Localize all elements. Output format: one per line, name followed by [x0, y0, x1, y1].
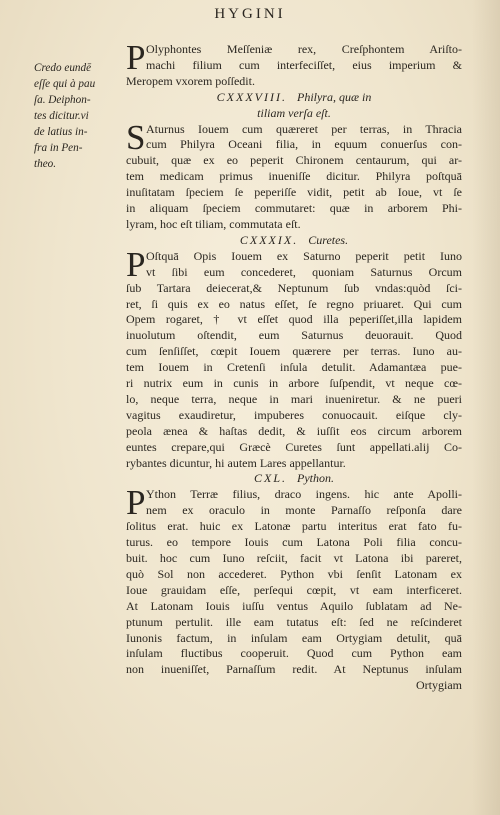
- marginal-line: Credo eundē: [34, 62, 92, 74]
- drop-capital: P: [126, 483, 146, 523]
- drop-capital: P: [126, 244, 146, 284]
- paragraph-philyra: [126, 117, 462, 233]
- text-line: Oſtquā Opis Iouem ex Saturno peperit petit Iuno: [146, 248, 462, 263]
- marginal-line: eſſe qui à pau: [34, 78, 96, 90]
- marginal-line: tes dicitur.vi: [34, 110, 89, 122]
- text-line: lo, neque terra, neque in mari inueniretur. & ne pueri: [126, 391, 462, 406]
- text-line: rybantes dicuntur, hi autem Lares appellantur.: [126, 455, 346, 470]
- fable-heading: [126, 90, 462, 106]
- text-line: ri nutrix eum in cunis in arbore ſuſpendit, vt neque cœ-: [126, 376, 462, 391]
- text-line: inuolutum oſtendit, eum Saturnus deuorauit. Quod: [126, 328, 462, 343]
- text-line: Meropem vxorem poſſedit.: [126, 73, 255, 88]
- text-line: cum ſenſiſſet, cœpit Iouem quærere per terras. Iuno au-: [126, 344, 462, 359]
- text-line: inſulam fluctibus cooperuit. Quod cum Python eam: [126, 646, 462, 661]
- text-line: non inueniſſet, Parnaſſum redit. At Neptunus inſulam: [126, 662, 462, 677]
- marginal-note: [34, 60, 124, 172]
- text-line: Opem rogaret, † vt eſſet quod illa peperiſſet,illa lapidem: [126, 312, 462, 327]
- fable-heading: [126, 233, 462, 249]
- running-head: HYGINI: [214, 6, 286, 22]
- fable-heading: [126, 471, 462, 487]
- fable-number: CXXXIX.: [239, 232, 299, 247]
- text-line: euntes crepare,qui Græcè Curetes ſunt appellati.alij Co-: [126, 439, 462, 454]
- marginal-line: theo.: [34, 158, 57, 170]
- catchword: Ortygiam: [416, 678, 462, 693]
- drop-capital: S: [126, 117, 146, 157]
- text-line: quò Sol non accederet. Python vbi ſenſit Latonam ex: [126, 566, 462, 581]
- text-line: turus. eo tempore Iouis cum Latona Poli filia concu-: [126, 535, 462, 550]
- paragraph-python: [126, 483, 462, 678]
- fable-title: Curetes.: [308, 232, 349, 247]
- text-line: in aliquam ſpeciem commutaret: quæ in arborem Phi-: [126, 201, 462, 216]
- text-line: nem ex oraculo in monte Parnaſſo reſponſa dare: [146, 503, 462, 518]
- text-line: cum Philyra Oceani filia, in equum conuerſus con-: [146, 137, 462, 152]
- marginal-line: fra in Pen-: [34, 142, 83, 154]
- text-line: lyram, hoc eſt tiliam, commutata eſt.: [126, 216, 301, 231]
- text-line: Ython Terræ filius, draco ingens. hic ante Apolli-: [146, 487, 462, 502]
- fable-title-continued: tiliam verſa eſt.: [257, 105, 331, 120]
- text-line: ptunum pertulit. ille eam tutatus eſt: ſed ne reſcinderet: [126, 614, 462, 629]
- text-line: machi filium cum interfeciſſet, eius imperium &: [146, 57, 462, 72]
- text-line: cubuit, quæ ex eo peperit Chironem centaurum, qui ar-: [126, 153, 462, 168]
- text-line: Aturnus Iouem cum quæreret per terras, in Thracia: [146, 121, 462, 136]
- text-line: tem Iouem in Cretenſi inſula detulit. Adamantæa pue-: [126, 360, 462, 375]
- text-line: Ioue grauidam eſſe, perſequi cœpit, vt eam interficeret.: [126, 582, 462, 597]
- fable-number: CXXXVIII.: [216, 89, 287, 104]
- text-line: At Latonam Iouis iuſſu ventus Aquilo ſublatam ad Ne-: [126, 598, 462, 613]
- marginal-line: de latius in-: [34, 126, 88, 138]
- fable-number: CXL.: [253, 471, 287, 486]
- text-line: ſolitus erat. huic ex Latonæ partu interitus erat fato fu-: [126, 519, 462, 534]
- paragraph-curetes: [126, 244, 462, 472]
- text-line: peola ænea & haſtas dedit, & iuſſit eos circum arborem: [126, 423, 462, 438]
- text-line: Olyphontes Meſſeniæ rex, Creſphontem Ariſto-: [146, 42, 462, 56]
- main-text-block: [126, 38, 462, 694]
- fable-title: Python.: [297, 471, 334, 486]
- text-line: ſub Tartara deiecerat,& Neptunum ſub vndas:quòd ſci-: [126, 280, 462, 295]
- page-edge-shadow: [472, 0, 500, 815]
- text-line: buit. hoc cum Iuno reſciit, facit vt Latona ibi pareret,: [126, 551, 462, 565]
- text-line: Iunonis factum, in inſulam eam Ortygiam detulit, quā: [126, 630, 462, 645]
- text-line: tem medicam primus inueniſſe dicitur. Philyra poſtquā: [126, 169, 462, 184]
- marginal-line: ſa. Deiphon-: [34, 94, 91, 106]
- text-line: vagitus exaudiretur, impuberes conuocauit. eiſque cly-: [126, 407, 462, 422]
- text-line: ret, ſi quis ex eo natus eſſet, ſe regno priuaret. Qui cum: [126, 296, 462, 311]
- text-line: inuſitatam ſpeciem ſe peperiſſe vidit, petit ab Ioue, vt ſe: [126, 185, 462, 200]
- fable-title: Philyra, quæ in: [296, 89, 372, 104]
- drop-capital: P: [126, 38, 146, 77]
- text-line: vt ſibi eum concederet, quoniam Saturnus Orcum: [146, 264, 462, 279]
- paragraph-polyphontes: [126, 38, 462, 90]
